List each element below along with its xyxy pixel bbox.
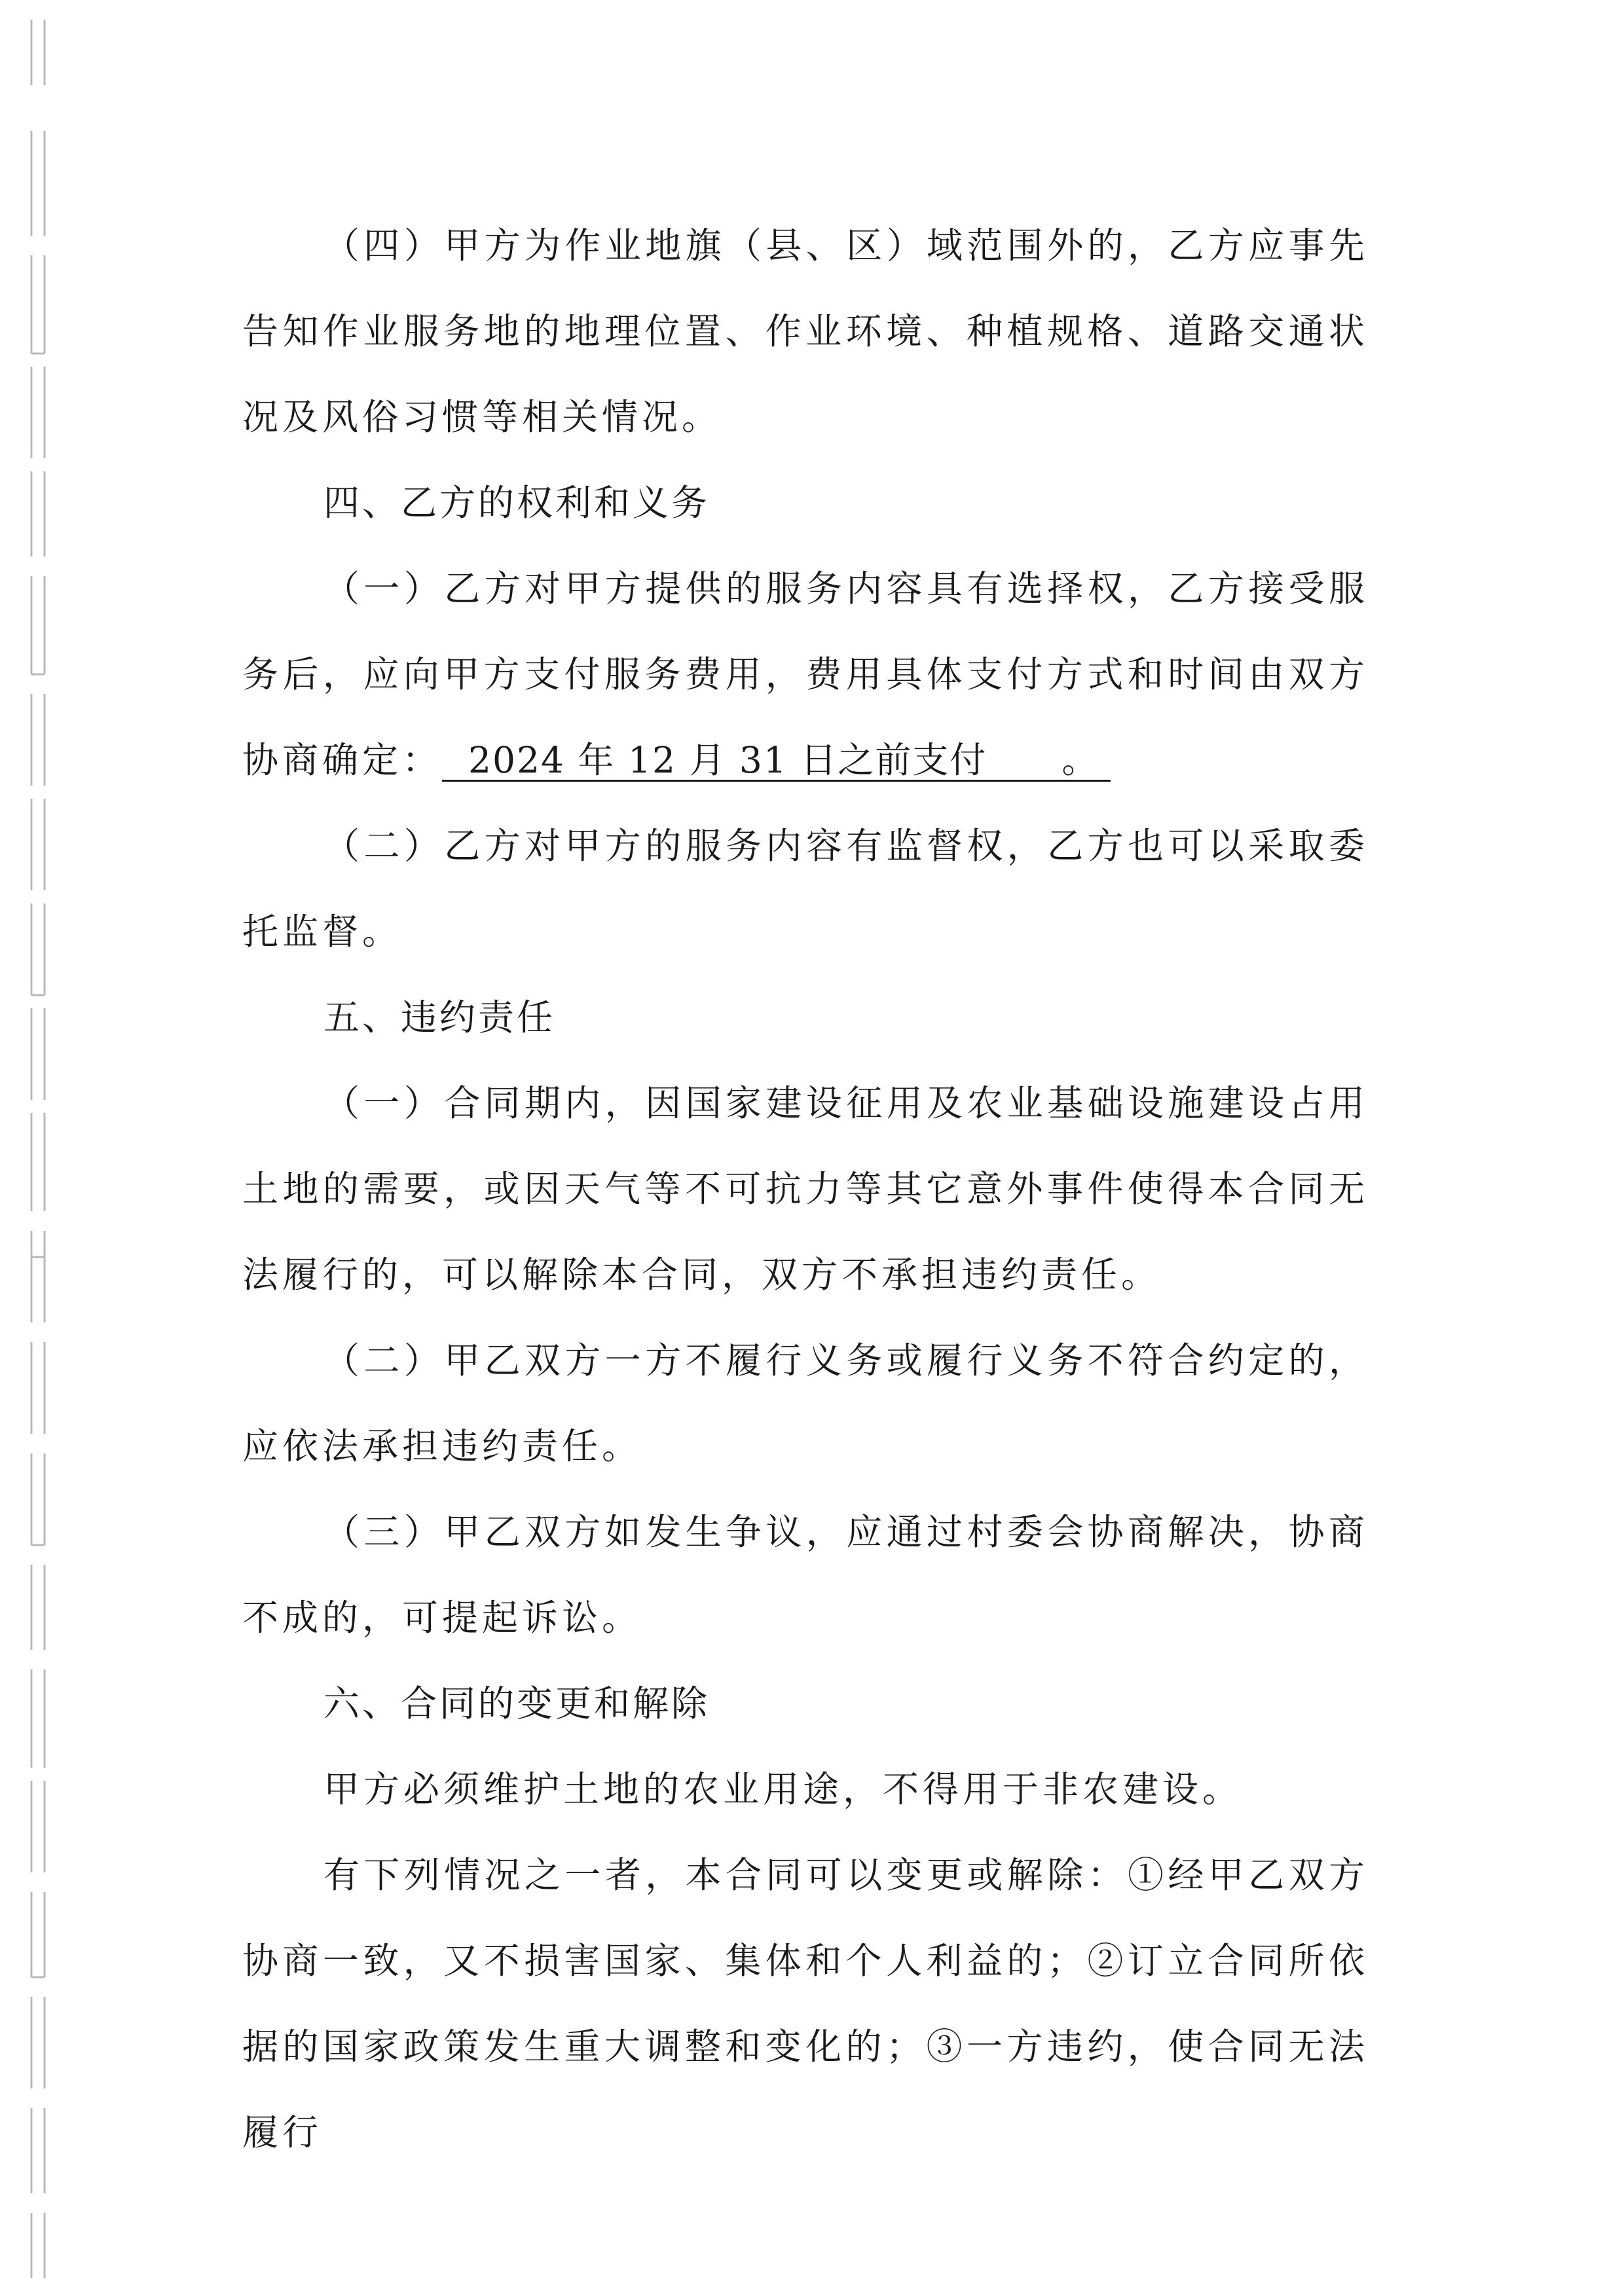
binding-mark xyxy=(31,1231,45,1322)
clause-b1-body: （一）乙方对甲方提供的服务内容具有选择权，乙方接受服务后，应向甲方支付服务费用，费用具体支付方式和时间由双方协商确定： xyxy=(242,568,1369,781)
binding-mark xyxy=(31,20,45,85)
binding-mark xyxy=(31,1113,45,1211)
binding-mark xyxy=(31,1342,45,1434)
liability-clause-3: （三）甲乙双方如发生争议，应通过村委会协商解决，协商不成的，可提起诉讼。 xyxy=(242,1511,1369,1639)
binding-mark xyxy=(31,903,45,995)
binding-mark xyxy=(31,1892,45,1977)
binding-mark xyxy=(31,1565,45,1650)
binding-mark xyxy=(31,1453,45,1545)
binding-mark xyxy=(31,576,45,674)
binding-mark xyxy=(31,471,45,556)
binding-marks xyxy=(25,13,64,2285)
binding-mark xyxy=(31,2108,45,2193)
binding-mark xyxy=(31,1008,45,1100)
document-body xyxy=(242,203,1369,2176)
binding-mark xyxy=(31,1669,45,1768)
binding-mark xyxy=(31,799,45,890)
binding-mark xyxy=(31,255,45,354)
binding-mark xyxy=(31,1781,45,1872)
clause-b1-text xyxy=(242,546,1369,803)
binding-mark xyxy=(31,367,45,458)
binding-mark xyxy=(31,694,45,786)
binding-mark xyxy=(31,2213,45,2278)
section-heading-change-termination: 六、合同的变更和解除 xyxy=(323,1683,710,1724)
clause-4-text: （四）甲方为作业地旗（县、区）域范围外的，乙方应事先告知作业服务地的地理位置、作业环境、种植规格、道路交通状况及风俗习惯等相关情况。 xyxy=(242,225,1369,438)
binding-mark xyxy=(31,131,45,236)
clause-b2-text: （二）乙方对甲方的服务内容有监督权，乙方也可以采取委托监督。 xyxy=(242,825,1369,953)
land-use-clause: 甲方必须维护土地的农业用途，不得用于非农建设。 xyxy=(323,1768,1243,1810)
change-termination-conditions: 有下列情况之一者，本合同可以变更或解除：①经甲乙双方协商一致，又不损害国家、集体和个人利益的；②订立合同所依据的国家政策发生重大调整和变化的；③一方违约，使合同无法履行 xyxy=(242,1854,1369,2153)
binding-mark xyxy=(31,1997,45,2088)
liability-clause-2: （二）甲乙双方一方不履行义务或履行义务不符合约定的，应依法承担违约责任。 xyxy=(242,1339,1369,1467)
liability-clause-1: （一）合同期内，因国家建设征用及农业基础设施建设占用土地的需要，或因天气等不可抗力等其它意外事件使得本合同无法履行的，可以解除本合同，双方不承担违约责任。 xyxy=(242,1082,1369,1296)
section-heading-liability: 五、违约责任 xyxy=(323,996,556,1038)
payment-deadline-fill: 2024 年 12 月 31 日之前支付 。 xyxy=(442,740,1111,782)
section-heading-rights-of-party-b: 四、乙方的权利和义务 xyxy=(323,482,710,524)
